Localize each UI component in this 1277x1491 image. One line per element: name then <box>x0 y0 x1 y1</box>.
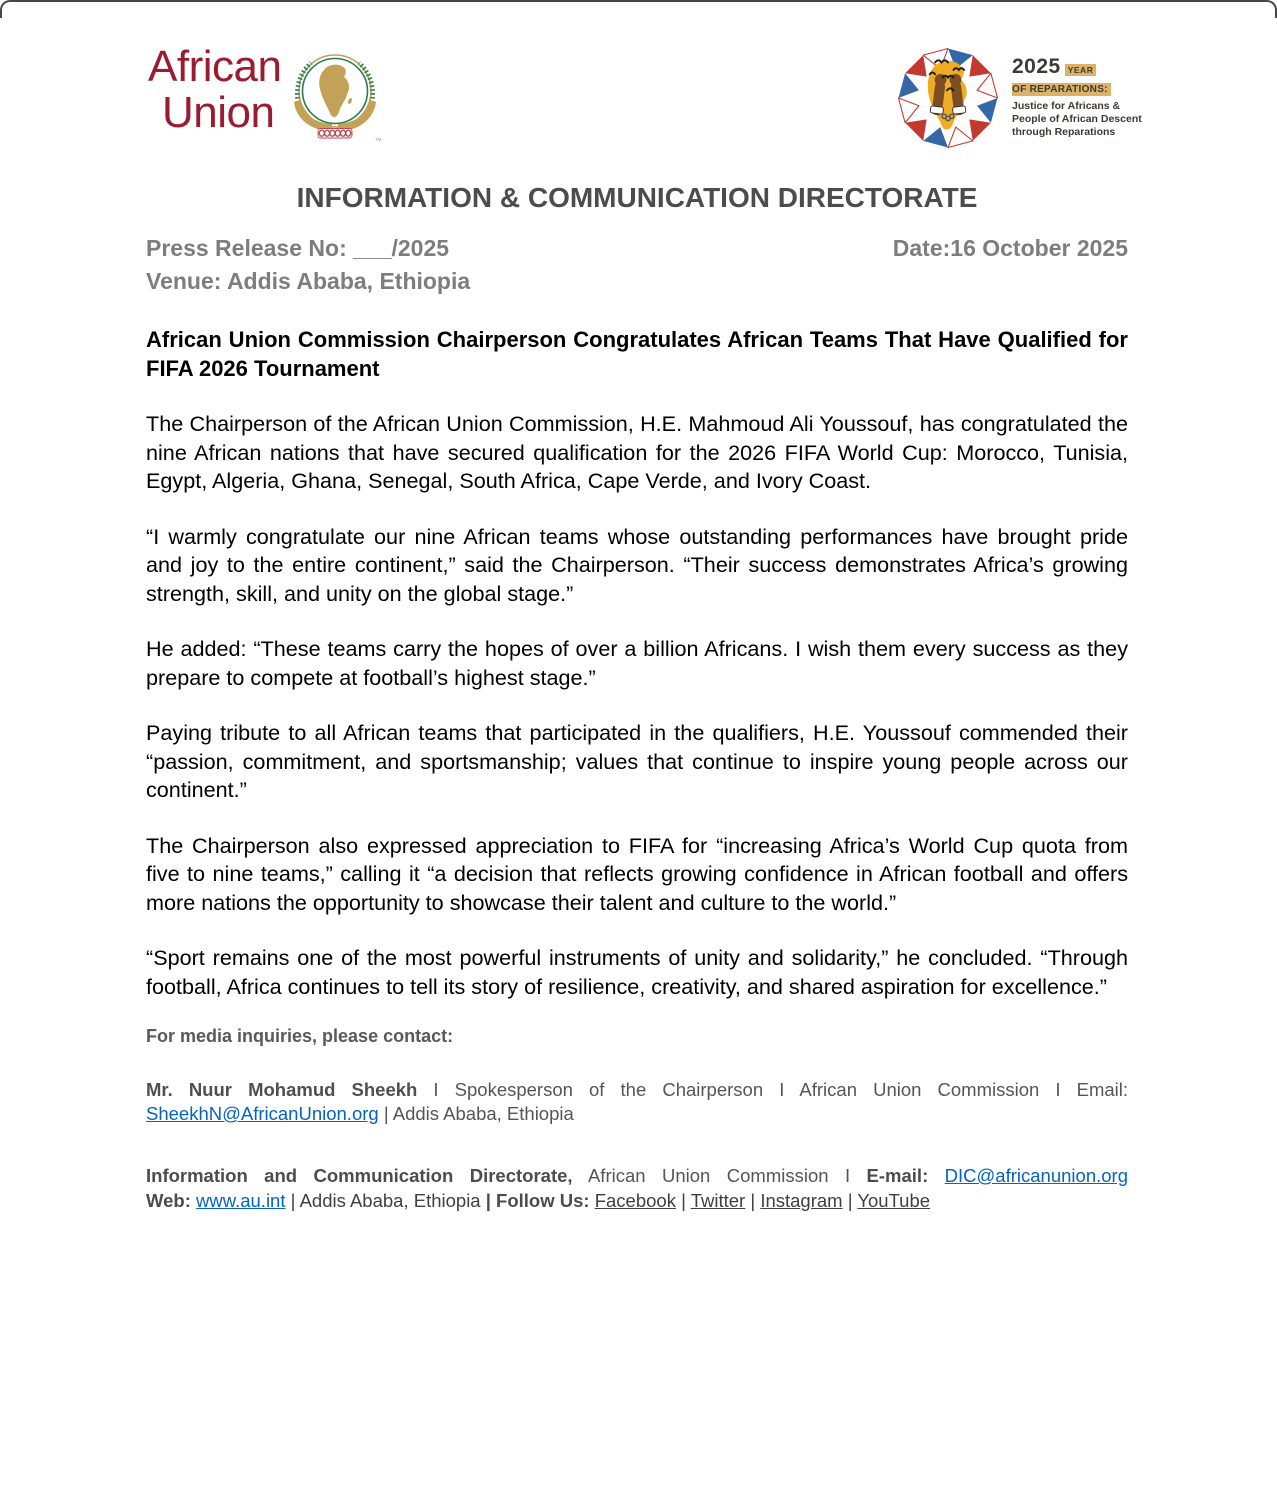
au-emblem-icon <box>285 44 385 150</box>
footer-email-link[interactable]: DIC@africanunion.org <box>944 1165 1128 1186</box>
footer-email-label: E-mail: <box>866 1165 945 1186</box>
reparations-tagline: Justice for Africans & People of African Descent through Reparations <box>1012 100 1142 138</box>
reparations-logo <box>893 42 1162 154</box>
emblem-chain <box>318 129 352 139</box>
social-link-instagram[interactable]: Instagram <box>760 1190 843 1211</box>
article-title: African Union Commission Chairperson Congratulates African Teams That Have Qualified for FIFA 2026 Tournament <box>146 327 1128 381</box>
au-trademark-mark: TM <box>375 137 382 142</box>
au-wordmark <box>148 44 281 136</box>
press-release-meta <box>146 232 1128 298</box>
press-release-date: Date:16 October 2025 <box>892 235 1128 261</box>
footer-line-2 <box>146 1188 1128 1213</box>
social-link-youtube[interactable]: YouTube <box>857 1190 931 1211</box>
reparations-year-label: YEAR <box>1065 64 1097 76</box>
contact-location: | Addis Ababa, Ethiopia <box>378 1103 574 1124</box>
au-wordmark-line2: Union <box>162 88 275 137</box>
footer-block <box>146 1163 1128 1213</box>
paragraph-2: “I warmly congratulate our nine African teams whose outstanding performances have brought pride and joy to the entire continent,” said the Chairperson. “Their success demonstrates Africa’s growing strength, skill, and unity on the global stage.” <box>146 523 1128 606</box>
african-union-logo <box>148 44 385 150</box>
footer-follow-label: | Follow Us: <box>485 1190 595 1211</box>
paragraph-6: “Sport remains one of the most powerful instruments of unity and solidarity,” he concluded. “Through football, Africa continues to tell its story of resilience, creativity, and shared aspiration for excellence.” <box>146 945 1128 999</box>
reparations-text <box>1012 42 1162 139</box>
footer-web-link[interactable]: www.au.int <box>196 1190 286 1211</box>
footer-line-1 <box>146 1163 1128 1188</box>
contact-line-2 <box>146 1102 1128 1126</box>
directorate-heading: INFORMATION & COMMUNICATION DIRECTORATE <box>296 182 978 213</box>
contact-line-1 <box>146 1078 1128 1102</box>
contact-role-org: I Spokesperson of the Chairperson I African Union Commission I Email: <box>417 1079 1128 1100</box>
paragraph-1: The Chairperson of the African Union Commission, H.E. Mahmoud Ali Youssouf, has congratulated the nine African nations that have secured qualification for the 2026 FIFA World Cup: Morocco, Tunisia, Egypt, Algeria, Ghana, Senegal, South Africa, Cape Verde, and Ivory Coast. <box>146 411 1128 493</box>
contact-block <box>146 1078 1128 1126</box>
press-release-venue: Venue: Addis Ababa, Ethiopia <box>146 268 471 294</box>
social-separator-1: | <box>675 1190 691 1211</box>
social-separator-3: | <box>842 1190 858 1211</box>
footer-org: African Union Commission I <box>572 1165 867 1186</box>
paragraph-3: He added: “These teams carry the hopes of over a billion Africans. I wish them every success as they prepare to compete at football’s highest stage.” <box>146 636 1128 690</box>
paragraph-4: Paying tribute to all African teams that participated in the qualifiers, H.E. Youssouf commended their “passion, commitment, and sportsmanship; values that continue to inspire young people across our continent.” <box>146 720 1128 802</box>
reparations-year: 2025 <box>1012 55 1061 78</box>
reparations-emblem-icon <box>893 42 1003 154</box>
footer-directorate: Information and Communication Directorate, <box>146 1165 573 1186</box>
social-link-facebook[interactable]: Facebook <box>594 1190 676 1211</box>
africa-map-shape <box>320 65 354 117</box>
contact-name: Mr. Nuur Mohamud Sheekh <box>146 1079 418 1100</box>
media-inquiries-note: For media inquiries, please contact: <box>146 1026 454 1046</box>
footer-web-label: Web: <box>146 1190 197 1211</box>
contact-email-link[interactable]: SheekhN@AfricanUnion.org <box>146 1103 379 1124</box>
reparations-subtitle: OF REPARATIONS: <box>1012 83 1111 96</box>
footer-address: | Addis Ababa, Ethiopia <box>285 1190 486 1211</box>
au-wordmark-line1: African <box>148 42 282 91</box>
paragraph-5: The Chairperson also expressed appreciation to FIFA for “increasing Africa’s World Cup quota from five to nine teams,” calling it “a decision that reflects growing confidence in African football and offers more nations the opportunity to showcase their talent and culture to the world.” <box>146 832 1128 915</box>
social-link-twitter[interactable]: Twitter <box>690 1190 746 1211</box>
press-release-number: Press Release No: ___/2025 <box>146 235 450 261</box>
social-separator-2: | <box>745 1190 761 1211</box>
